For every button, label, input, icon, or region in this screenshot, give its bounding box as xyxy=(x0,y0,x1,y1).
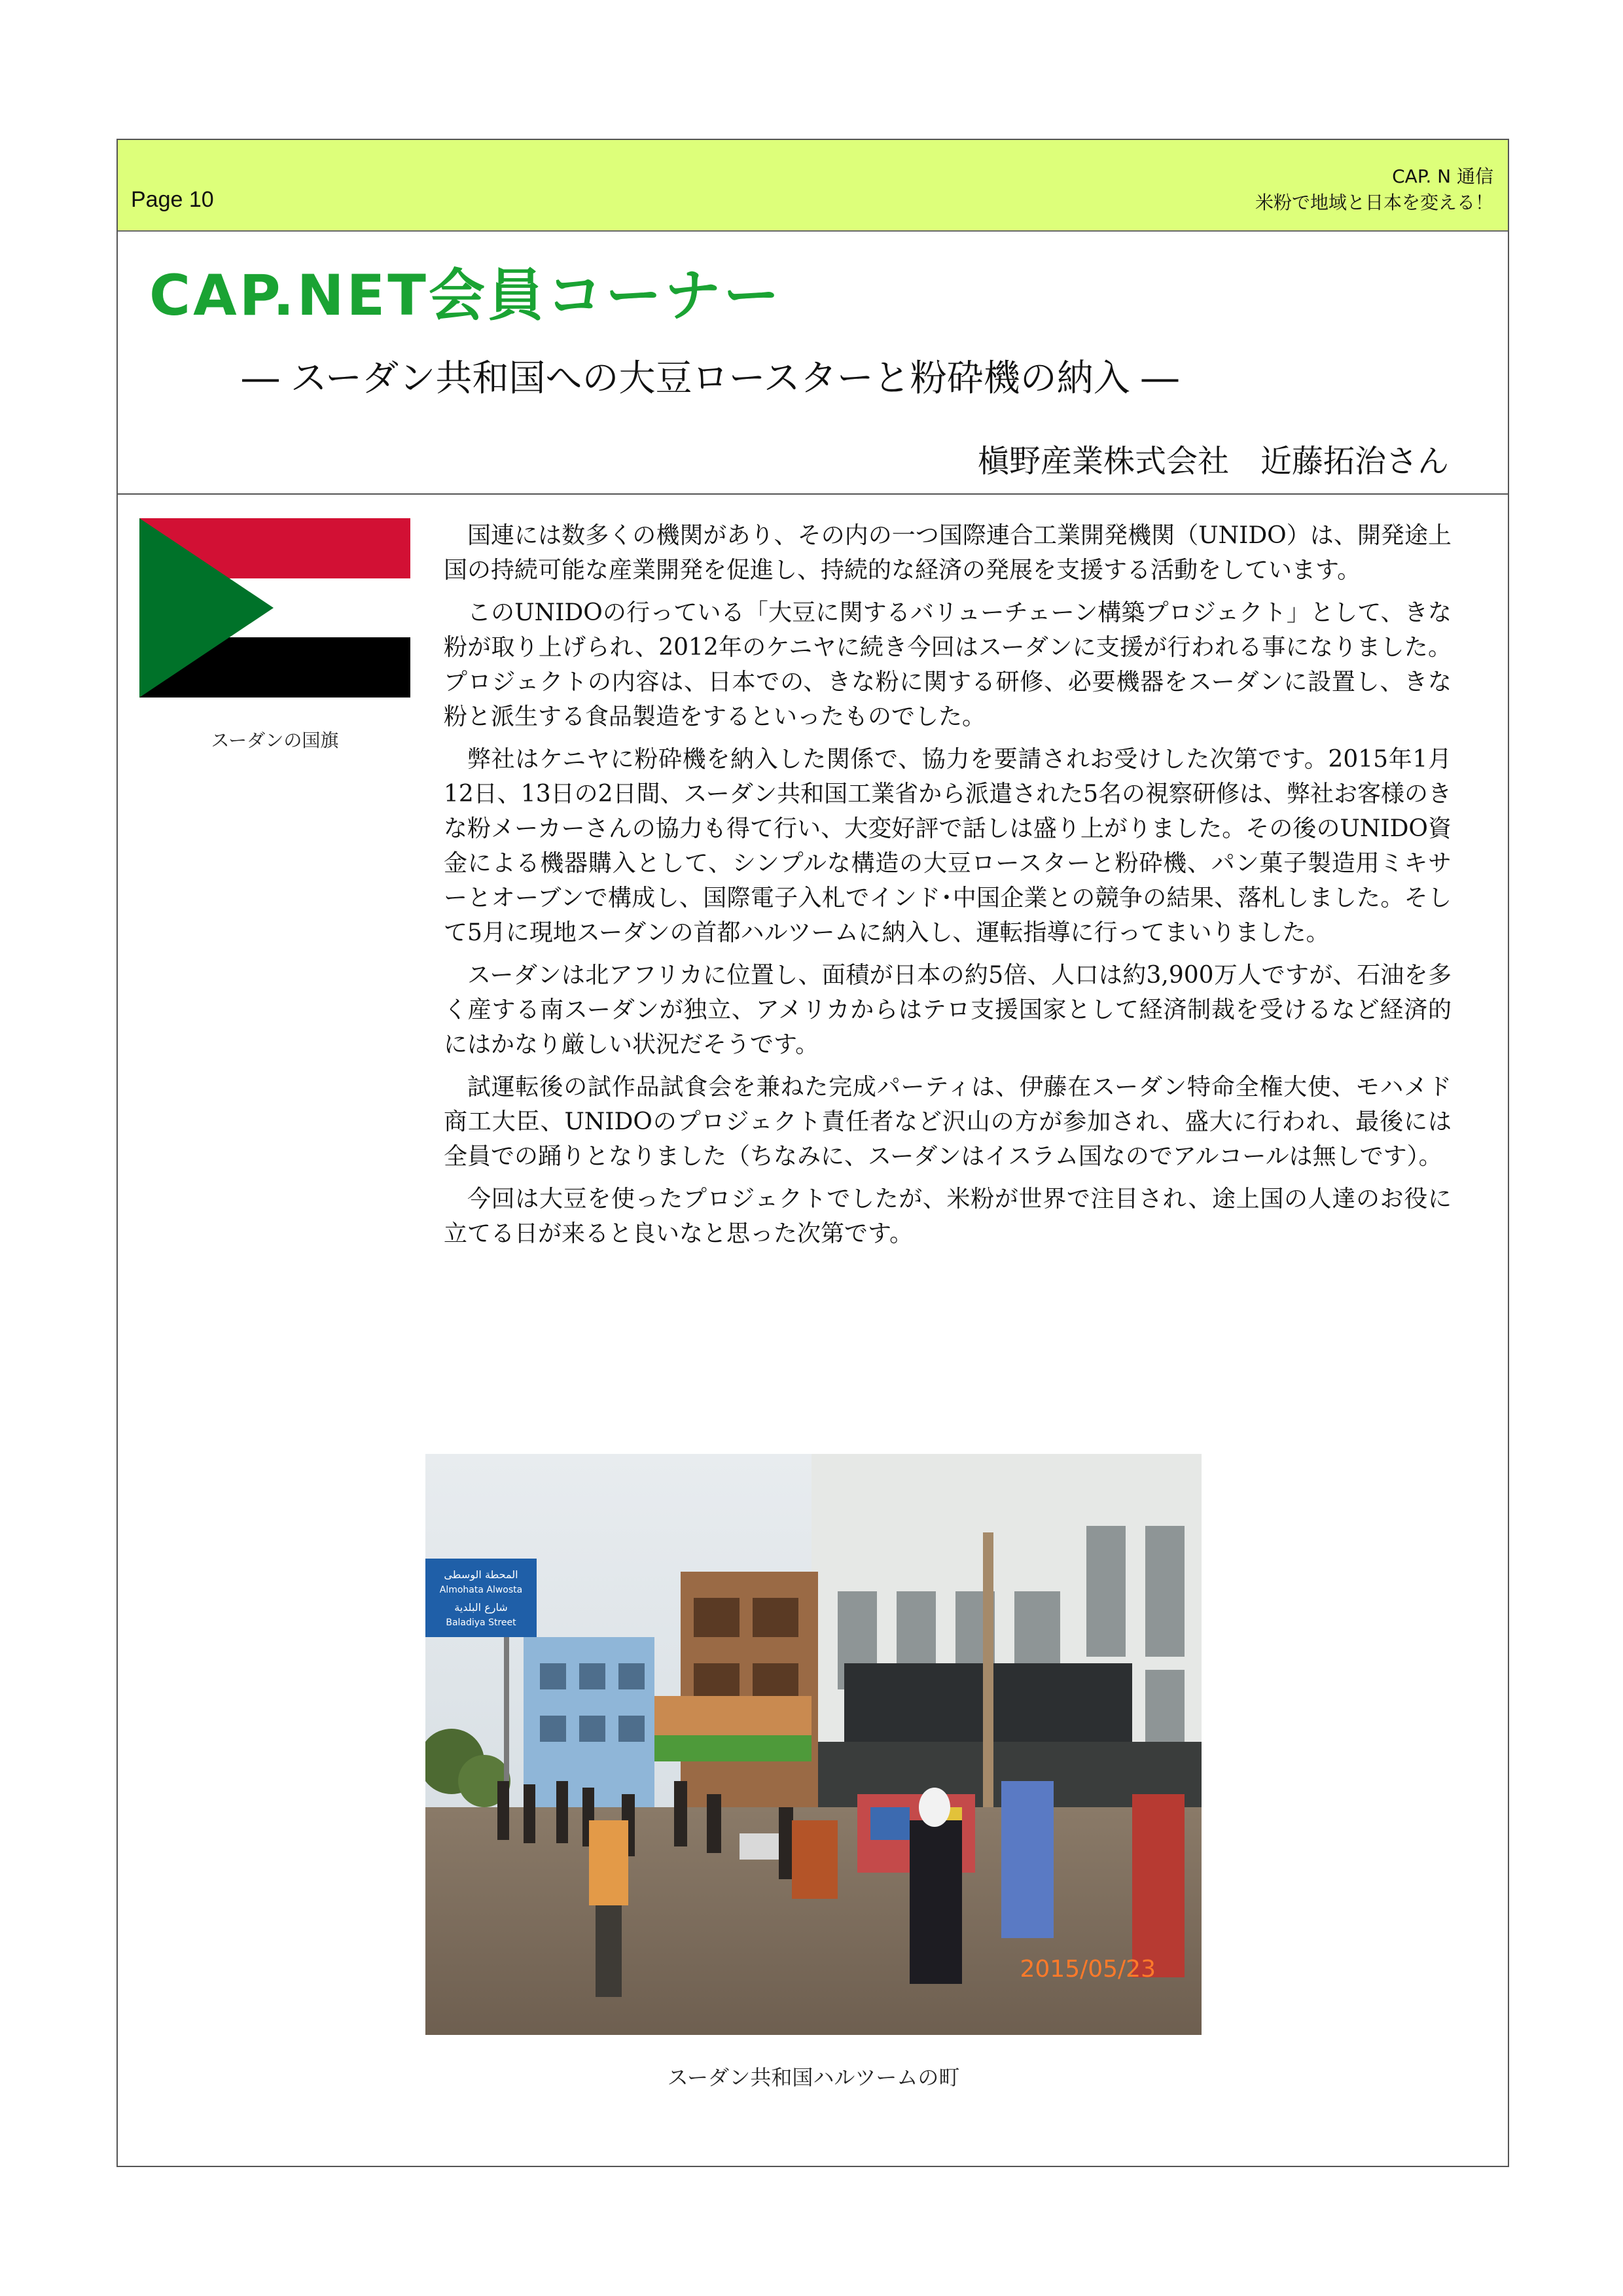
page-header xyxy=(118,140,1508,232)
article-paragraph: スーダンは北アフリカに位置し、面積が日本の約5倍、人口は約3,900万人ですが、石油を多く産する南スーダンが独立、アメリカからはテロ支援国家として経済制裁を受けるなど経済的にはかなり厳しい状況だそうです。 xyxy=(444,962,1452,1058)
sign-line-arabic-1: المحطة الوسطى xyxy=(444,1568,518,1581)
newsletter-masthead xyxy=(1255,164,1493,216)
article-author: 槇野産業株式会社 近藤拓治さん xyxy=(977,443,1449,480)
section-title: CAP.NET会員コーナー xyxy=(149,263,782,328)
article-body xyxy=(444,518,1452,1259)
sign-line-latin-1: Almohata Alwosta xyxy=(439,1585,523,1595)
photo-caption: スーダン共和国ハルツームの町 xyxy=(667,2065,960,2090)
article-paragraph: 弊社はケニヤに粉砕機を納入した関係で、協力を要請されお受けした次第です。2015年1月12日、13日の2日間、スーダン共和国工業省から派遣された5名の視察研修は、弊社お客様のきな粉メーカーさんの協力も得て行い、大変好評で話しは盛り上がりました。その後のUNIDO資金による機器購入として、シンプルな構造の大豆ロースターと粉砕機、パン菓子製造用ミキサーとオーブンで構成し、国際電子入札でインド･中国企業との競争の結果、落札しました。そして5月に現地スーダンの首都ハルツームに納入し、運転指導に行ってまいりました。 xyxy=(444,746,1452,946)
newsletter-name: CAP. N 通信 xyxy=(1392,166,1493,187)
article-paragraph: このUNIDOの行っている「大豆に関するバリューチェーン構築プロジェクト」として、きな粉が取り上げられ、2012年のケニヤに続き今回はスーダンに支援が行われる事になりました。プロジェクトの内容は、日本での、きな粉に関する研修、必要機器をスーダンに設置し、きな粉と派生する食品製造をするといったものでした。 xyxy=(444,599,1452,730)
sign-line-latin-2: Baladiya Street xyxy=(446,1617,516,1628)
article-subtitle: ― スーダン共和国への大豆ロースターと粉砕機の納入 ― xyxy=(242,357,1179,400)
flag-caption: スーダンの国旗 xyxy=(211,730,339,751)
article-paragraph: 試運転後の試作品試食会を兼ねた完成パーティは、伊藤在スーダン特命全権大使、モハメド商工大臣、UNIDOのプロジェクト責任者など沢山の方が参加され、盛大に行われ、最後には全員での踊りとなりました（ちなみに、スーダンはイスラム国なのでアルコールは無しです）。 xyxy=(444,1074,1452,1170)
sudan-flag-image xyxy=(139,518,410,698)
sign-line-arabic-2: شارع البلدية xyxy=(454,1601,508,1614)
photo-date-stamp: 2015/05/23 xyxy=(1020,1956,1156,1983)
article-paragraph: 今回は大豆を使ったプロジェクトでしたが、米粉が世界で注目され、途上国の人達のお役に立てる日が来ると良いなと思った次第です。 xyxy=(444,1186,1452,1247)
page-number: Page 10 xyxy=(131,187,214,212)
khartoum-street-photo xyxy=(425,1454,1202,2035)
page-frame xyxy=(116,139,1509,2167)
divider xyxy=(118,493,1508,495)
article-paragraph: 国連には数多くの機関があり、その内の一つ国際連合工業開発機関（UNIDO）は、開発途上国の持続可能な産業開発を促進し、持続的な経済の発展を支援する活動をしています。 xyxy=(444,522,1452,584)
newsletter-tagline: 米粉で地域と日本を変える！ xyxy=(1255,192,1493,213)
street-scene xyxy=(425,1454,1202,2035)
